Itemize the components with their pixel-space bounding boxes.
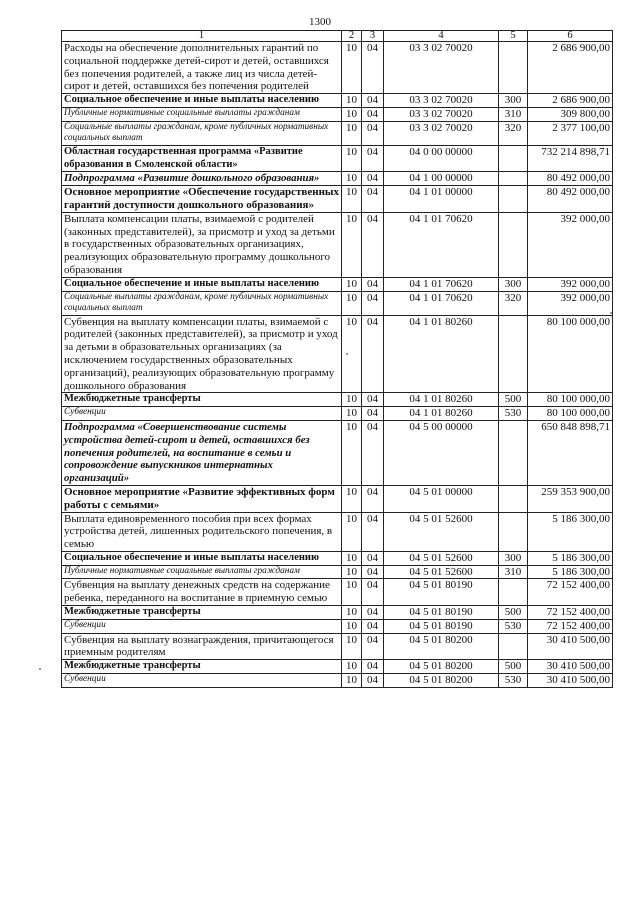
row-subsection: 04: [362, 579, 384, 606]
row-target-article: 04 5 01 80200: [384, 633, 499, 660]
header-col-1: 1: [62, 31, 342, 42]
row-amount: 2 377 100,00: [528, 121, 613, 145]
budget-table: [61, 30, 613, 688]
row-section: 10: [342, 277, 362, 291]
table-row: [62, 291, 613, 315]
row-amount: 392 000,00: [528, 212, 613, 277]
row-name: Субвенция на выплату компенсации платы, взимаемой с родителей (законных представителей), за присмотр и уход за детьми в образовательных организациях (за исключением государственных образовательных организаций), реализующих образовательную программу дошкольного образования: [62, 315, 342, 393]
row-amount: 72 152 400,00: [528, 619, 613, 633]
row-section: 10: [342, 172, 362, 186]
row-name: Публичные нормативные социальные выплаты гражданам: [62, 565, 342, 579]
row-amount: 2 686 900,00: [528, 42, 613, 94]
row-subsection: 04: [362, 674, 384, 688]
row-amount: 392 000,00: [528, 277, 613, 291]
row-expense-type: [499, 315, 528, 393]
row-expense-type: 500: [499, 606, 528, 620]
table-row: [62, 619, 613, 633]
row-expense-type: [499, 485, 528, 512]
table-row: [62, 121, 613, 145]
row-target-article: 04 5 01 80190: [384, 606, 499, 620]
row-expense-type: 300: [499, 551, 528, 565]
row-expense-type: [499, 579, 528, 606]
row-section: 10: [342, 212, 362, 277]
table-row: [62, 277, 613, 291]
row-target-article: 03 3 02 70020: [384, 107, 499, 121]
table-row: [62, 407, 613, 421]
row-subsection: 04: [362, 277, 384, 291]
table-body: [62, 42, 613, 688]
table-row: [62, 551, 613, 565]
row-target-article: 03 3 02 70020: [384, 121, 499, 145]
row-section: 10: [342, 606, 362, 620]
row-section: 10: [342, 42, 362, 94]
row-subsection: 04: [362, 407, 384, 421]
row-section: 10: [342, 315, 362, 393]
row-target-article: 04 1 01 70620: [384, 277, 499, 291]
row-subsection: 04: [362, 172, 384, 186]
row-amount: 30 410 500,00: [528, 660, 613, 674]
row-expense-type: 530: [499, 674, 528, 688]
table-row: [62, 145, 613, 172]
row-section: 10: [342, 633, 362, 660]
row-name: Субвенции: [62, 619, 342, 633]
row-subsection: 04: [362, 606, 384, 620]
row-section: 10: [342, 551, 362, 565]
row-name: Социальное обеспечение и иные выплаты населению: [62, 551, 342, 565]
row-amount: 732 214 898,71: [528, 145, 613, 172]
header-col-2: 2: [342, 31, 362, 42]
row-section: 10: [342, 291, 362, 315]
row-amount: 2 686 900,00: [528, 94, 613, 108]
row-target-article: 04 5 00 00000: [384, 420, 499, 485]
row-amount: 80 100 000,00: [528, 407, 613, 421]
row-name: Подпрограмма «Развитие дошкольного образования»: [62, 172, 342, 186]
table-row: [62, 42, 613, 94]
row-expense-type: [499, 512, 528, 551]
row-subsection: 04: [362, 485, 384, 512]
row-expense-type: 500: [499, 393, 528, 407]
header-col-4: 4: [384, 31, 499, 42]
row-target-article: 04 5 01 80200: [384, 674, 499, 688]
table-row: [62, 94, 613, 108]
row-section: 10: [342, 107, 362, 121]
row-amount: 392 000,00: [528, 291, 613, 315]
row-expense-type: 320: [499, 291, 528, 315]
row-subsection: 04: [362, 42, 384, 94]
header-row: [62, 31, 613, 42]
header-col-6: 6: [528, 31, 613, 42]
row-target-article: 04 5 01 80200: [384, 660, 499, 674]
row-subsection: 04: [362, 633, 384, 660]
row-amount: 259 353 900,00: [528, 485, 613, 512]
row-section: 10: [342, 393, 362, 407]
row-section: 10: [342, 121, 362, 145]
row-target-article: 03 3 02 70020: [384, 94, 499, 108]
row-amount: 30 410 500,00: [528, 633, 613, 660]
row-name: Социальное обеспечение и иные выплаты населению: [62, 94, 342, 108]
row-amount: 30 410 500,00: [528, 674, 613, 688]
row-name: Выплата компенсации платы, взимаемой с родителей (законных представителей), за присмотр и уход за детьми в государственных образовательных организациях, реализующих образовательную программу дошкольного образования: [62, 212, 342, 277]
row-expense-type: 300: [499, 277, 528, 291]
row-expense-type: [499, 42, 528, 94]
row-name: Выплата единовременного пособия при всех формах устройства детей, лишенных родительского попечения, в семью: [62, 512, 342, 551]
table-row: [62, 674, 613, 688]
row-subsection: 04: [362, 565, 384, 579]
row-name: Субвенции: [62, 407, 342, 421]
row-target-article: 04 5 01 00000: [384, 485, 499, 512]
row-target-article: 04 1 01 80260: [384, 393, 499, 407]
row-subsection: 04: [362, 619, 384, 633]
row-subsection: 04: [362, 551, 384, 565]
scan-speck: [346, 353, 348, 355]
row-expense-type: [499, 186, 528, 213]
row-section: 10: [342, 674, 362, 688]
table-row: [62, 565, 613, 579]
table-row: [62, 485, 613, 512]
table-row: [62, 660, 613, 674]
row-name: Социальное обеспечение и иные выплаты населению: [62, 277, 342, 291]
row-section: 10: [342, 420, 362, 485]
row-amount: 650 848 898,71: [528, 420, 613, 485]
row-target-article: 04 1 01 70620: [384, 291, 499, 315]
row-amount: 309 800,00: [528, 107, 613, 121]
row-amount: 5 186 300,00: [528, 565, 613, 579]
row-subsection: 04: [362, 393, 384, 407]
row-target-article: 04 1 01 00000: [384, 186, 499, 213]
row-subsection: 04: [362, 420, 384, 485]
row-amount: 80 492 000,00: [528, 186, 613, 213]
row-name: Социальные выплаты гражданам, кроме публичных нормативных социальных выплат: [62, 121, 342, 145]
row-expense-type: 310: [499, 107, 528, 121]
table-row: [62, 633, 613, 660]
row-amount: 72 152 400,00: [528, 579, 613, 606]
row-subsection: 04: [362, 315, 384, 393]
row-section: 10: [342, 145, 362, 172]
row-amount: 5 186 300,00: [528, 512, 613, 551]
row-section: 10: [342, 579, 362, 606]
row-target-article: 04 1 00 00000: [384, 172, 499, 186]
table-row: [62, 186, 613, 213]
table-row: [62, 606, 613, 620]
row-subsection: 04: [362, 107, 384, 121]
row-name: Межбюджетные трансферты: [62, 660, 342, 674]
row-name: Межбюджетные трансферты: [62, 393, 342, 407]
row-name: Субвенция на выплату вознаграждения, причитающегося приемным родителям: [62, 633, 342, 660]
row-target-article: 03 3 02 70020: [384, 42, 499, 94]
row-section: 10: [342, 186, 362, 213]
scan-speck: [610, 312, 612, 314]
row-section: 10: [342, 660, 362, 674]
row-expense-type: 530: [499, 407, 528, 421]
row-expense-type: [499, 633, 528, 660]
row-expense-type: 300: [499, 94, 528, 108]
row-subsection: 04: [362, 291, 384, 315]
table-row: [62, 315, 613, 393]
row-section: 10: [342, 485, 362, 512]
row-subsection: 04: [362, 512, 384, 551]
row-name: Основное мероприятие «Развитие эффективных форм работы с семьями»: [62, 485, 342, 512]
row-target-article: 04 5 01 80190: [384, 579, 499, 606]
table-row: [62, 393, 613, 407]
row-expense-type: 500: [499, 660, 528, 674]
row-subsection: 04: [362, 186, 384, 213]
row-name: Социальные выплаты гражданам, кроме публичных нормативных социальных выплат: [62, 291, 342, 315]
row-subsection: 04: [362, 212, 384, 277]
row-amount: 80 100 000,00: [528, 315, 613, 393]
table-row: [62, 107, 613, 121]
row-amount: 72 152 400,00: [528, 606, 613, 620]
row-subsection: 04: [362, 660, 384, 674]
row-target-article: 04 5 01 80190: [384, 619, 499, 633]
row-name: Подпрограмма «Совершенствование системы устройства детей-сирот и детей, оставшихся без попечения родителей, на воспитание в семьи и сопровождение выпускников интернатных организаций»: [62, 420, 342, 485]
row-expense-type: [499, 145, 528, 172]
row-target-article: 04 5 01 52600: [384, 565, 499, 579]
row-name: Субвенция на выплату денежных средств на содержание ребенка, переданного на воспитание в приемную семью: [62, 579, 342, 606]
row-subsection: 04: [362, 121, 384, 145]
row-name: Областная государственная программа «Развитие образования в Смоленской области»: [62, 145, 342, 172]
row-target-article: 04 1 01 70620: [384, 212, 499, 277]
header-col-3: 3: [362, 31, 384, 42]
row-section: 10: [342, 512, 362, 551]
row-subsection: 04: [362, 94, 384, 108]
table-row: [62, 579, 613, 606]
scan-speck: [39, 668, 41, 670]
row-amount: 80 492 000,00: [528, 172, 613, 186]
row-expense-type: [499, 420, 528, 485]
row-expense-type: 310: [499, 565, 528, 579]
row-name: Публичные нормативные социальные выплаты гражданам: [62, 107, 342, 121]
table-row: [62, 512, 613, 551]
header-col-5: 5: [499, 31, 528, 42]
row-name: Межбюджетные трансферты: [62, 606, 342, 620]
row-expense-type: [499, 212, 528, 277]
row-section: 10: [342, 407, 362, 421]
row-section: 10: [342, 619, 362, 633]
row-section: 10: [342, 94, 362, 108]
page-number: 1300: [309, 16, 331, 28]
row-expense-type: 320: [499, 121, 528, 145]
row-expense-type: [499, 172, 528, 186]
row-expense-type: 530: [499, 619, 528, 633]
row-target-article: 04 5 01 52600: [384, 551, 499, 565]
row-section: 10: [342, 565, 362, 579]
table-row: [62, 212, 613, 277]
row-target-article: 04 1 01 80260: [384, 315, 499, 393]
row-subsection: 04: [362, 145, 384, 172]
row-name: Субвенции: [62, 674, 342, 688]
row-amount: 5 186 300,00: [528, 551, 613, 565]
table-row: [62, 420, 613, 485]
table-row: [62, 172, 613, 186]
row-amount: 80 100 000,00: [528, 393, 613, 407]
row-name: Основное мероприятие «Обеспечение государственных гарантий доступности дошкольного образования»: [62, 186, 342, 213]
row-name: Расходы на обеспечение дополнительных гарантий по социальной поддержке детей-сирот и детей, оставшихся без попечения родителей, а также лиц из числа детей-сирот и детей, оставшихся без попечения родителей: [62, 42, 342, 94]
row-target-article: 04 1 01 80260: [384, 407, 499, 421]
row-target-article: 04 0 00 00000: [384, 145, 499, 172]
row-target-article: 04 5 01 52600: [384, 512, 499, 551]
